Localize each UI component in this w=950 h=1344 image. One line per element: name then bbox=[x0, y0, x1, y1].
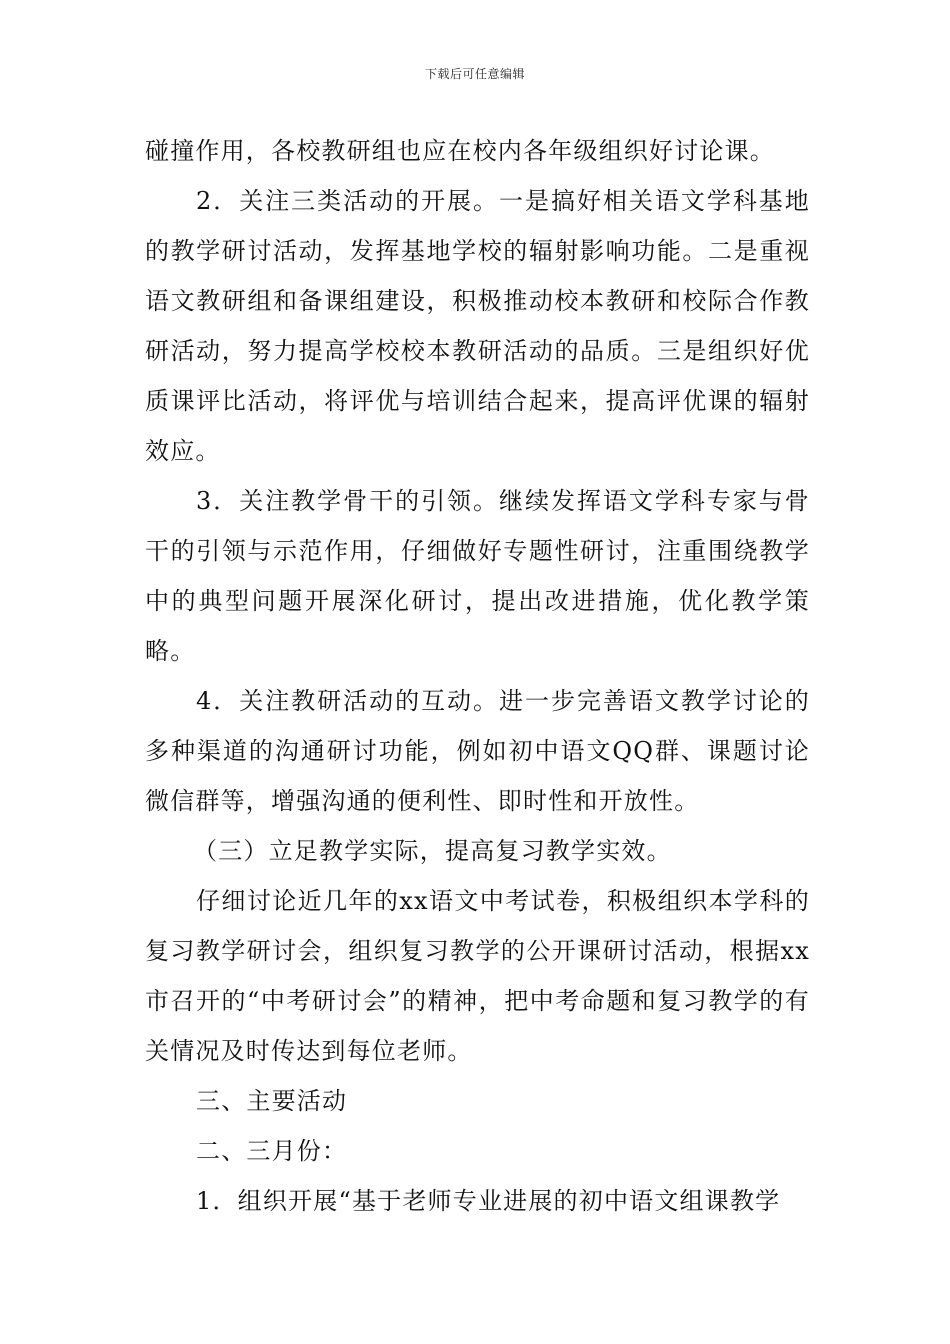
document-body bbox=[145, 126, 810, 1226]
paragraph-5: 仔细讨论近几年的xx语文中考试卷，积极组织本学科的复习教学研讨会，组织复习教学的公开课研讨活动，根据xx市召开的“中考研讨会”的精神，把中考命题和复习教学的有关情况及时传达到每位老师。 bbox=[145, 887, 810, 1065]
paragraph-2: 2．关注三类活动的开展。一是搞好相关语文学科基地的教学研讨活动，发挥基地学校的辐射影响功能。二是重视语文教研组和备课组建设，积极推动校本教研和校际合作教研活动，努力提高学校校本教研活动的品质。三是组织好优质课评比活动，将评优与培训结合起来，提高评优课的辐射效应。 bbox=[145, 187, 810, 465]
page-header-note: 下载后可任意编辑 bbox=[424, 67, 525, 81]
subheading-feb-march: 二、三月份： bbox=[196, 1137, 348, 1165]
section-heading-main-activities: 三、主要活动 bbox=[196, 1087, 348, 1115]
paragraph-3: 3．关注教学骨干的引领。继续发挥语文学科专家与骨干的引领与示范作用，仔细做好专题性研讨，注重围绕教学中的典型问题开展深化研讨，提出改进措施，优化教学策略。 bbox=[145, 487, 810, 665]
section-heading-3: （三）立足教学实际，提高复习教学实效。 bbox=[193, 837, 672, 865]
paragraph-4: 4．关注教研活动的互动。进一步完善语文教学讨论的多种渠道的沟通研讨功能，例如初中语文QQ群、课题讨论微信群等，增强沟通的便利性、即时性和开放性。 bbox=[145, 687, 810, 815]
paragraph-6: 1．组织开展“基于老师专业进展的初中语文组课教学 bbox=[196, 1187, 781, 1215]
paragraph-1: 碰撞作用，各校教研组也应在校内各年级组织好讨论课。 bbox=[145, 137, 775, 165]
